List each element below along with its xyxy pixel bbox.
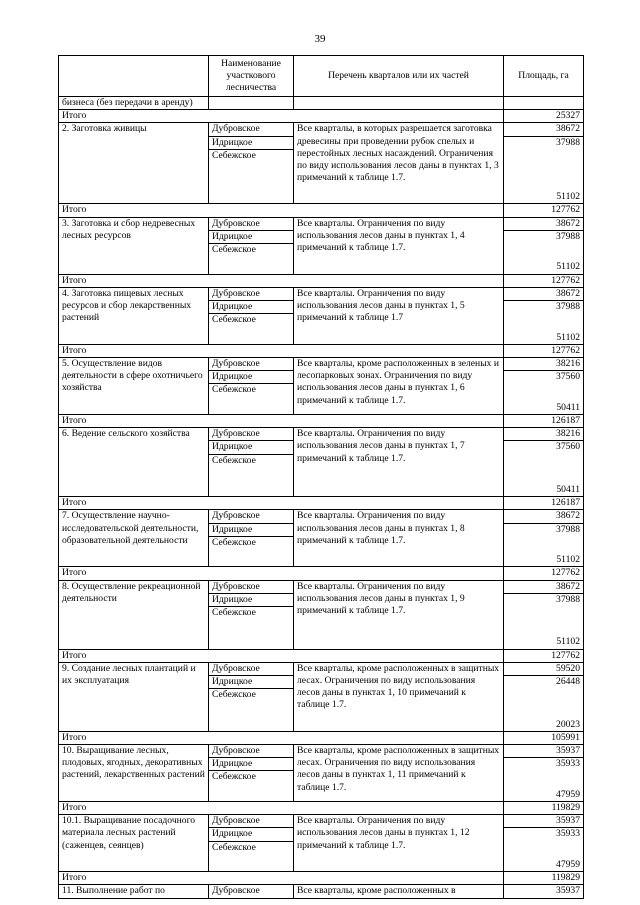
area-value: 37560 [504,370,583,383]
area-value: 37988 [504,523,583,536]
table-row [59,217,584,274]
area-value: 37988 [504,136,583,149]
total-value: 127762 [504,567,584,580]
forestry-cell [209,287,294,344]
total-value: 126187 [504,415,584,428]
total-row [59,110,584,123]
area-value: 51102 [556,636,580,648]
forestry-name: Себежское [209,841,293,854]
total-label: Итого [59,274,504,287]
header-activity [59,56,209,97]
forestry-name: Дубровское [212,287,260,299]
area-value: 38672 [556,287,580,299]
area-value: 37988 [504,300,583,313]
total-row [59,731,584,744]
forestry-name: Идрицкое [209,675,293,688]
forestry-name: Идрицкое [209,523,293,536]
total-value: 127762 [504,274,584,287]
forestry-cell [209,428,294,497]
table-row [59,510,584,567]
area-value: 37560 [504,440,583,453]
area-cell [504,580,584,649]
quarters-description: Все кварталы. Ограничения по виду использования лесов даны в пунктах 1, 4 примечаний к таблице 1.7. [294,217,504,274]
forestry-name: Идрицкое [209,300,293,313]
forestry-name: Дубровское [212,217,260,229]
quarters-description: Все кварталы, кроме расположенных в [294,885,504,898]
total-row [59,274,584,287]
forestry-name: Идрицкое [209,827,293,840]
forestry-name: Себежское [209,688,293,701]
area-value: 20023 [556,718,580,730]
area-value: 47959 [556,859,580,871]
total-row [59,649,584,662]
forestry-cell [209,510,294,567]
area-value: 51102 [556,331,580,343]
area-value: 37988 [504,230,583,243]
total-row [59,872,584,885]
total-label: Итого [59,731,504,744]
quarters-description: Все кварталы. Ограничения по виду использования лесов даны в пунктах 1, 9 примечаний к таблице 1.7. [294,580,504,649]
total-label: Итого [59,204,504,217]
total-row [59,567,584,580]
forestry-cell [209,815,294,872]
total-label: Итого [59,802,504,815]
area-cell [504,287,584,344]
activity-cell: 6. Ведение сельского хозяйства [59,428,209,497]
forestry-cell [209,580,294,649]
area-value: 59520 [556,662,580,674]
quarters-description: Все кварталы. Ограничения по виду использования лесов даны в пунктах 1, 8 примечаний к таблице 1.7. [294,510,504,567]
top-continuation-row [59,97,584,110]
activity-cell: 2. Заготовка живицы [59,123,209,204]
forest-use-table [58,55,584,899]
area-value: 35933 [504,757,583,770]
total-value: 105991 [504,731,584,744]
area-value: 38672 [556,510,580,522]
forestry-name: Идрицкое [209,136,293,149]
forestry-name: Идрицкое [209,440,293,453]
activity-cell: 10. Выращивание лесных, плодовых, ягодных, декоративных растений, лекарственных растений [59,745,209,802]
quarters-description: Все кварталы. Ограничения по виду использования лесов даны в пунктах 1, 5 примечаний к таблице 1.7 [294,287,504,344]
forestry-name: Дубровское [212,580,260,592]
total-row [59,344,584,357]
total-label: Итого [59,567,504,580]
header-row [59,56,584,97]
table-body [59,97,584,899]
forestry-cell [209,662,294,731]
quarters-description: Все кварталы, кроме расположенных в защитных лесах. Ограничения по виду использования лесов даны в пунктах 1, 10 примечаний к таблице 1.7. [294,662,504,731]
area-value: 38672 [556,123,580,135]
area-value: 26448 [504,675,583,688]
total-label: Итого [59,344,504,357]
area-value: 47959 [556,788,580,800]
table-row [59,815,584,872]
forestry-name: Дубровское [212,662,260,674]
forestry-name: Идрицкое [209,230,293,243]
forestry-name: Дубровское [212,815,260,827]
forestry-name: Себежское [209,536,293,549]
area-value: 51102 [556,191,580,203]
forestry-name: Себежское [209,313,293,326]
forestry-cell [209,123,294,204]
area-value: 38216 [556,428,580,440]
area-value: 38672 [556,217,580,229]
forestry-name: Себежское [209,243,293,256]
total-label: Итого [59,649,504,662]
forestry-name: Себежское [209,383,293,396]
forestry-cell [209,217,294,274]
total-value: 126187 [504,497,584,510]
total-label: Итого [59,415,504,428]
area-value: 35937 [556,745,580,757]
table-row [59,358,584,415]
area-value: 51102 [556,554,580,566]
activity-cell: 10.1. Выращивание посадочного материала лесных растений (саженцев, сеянцев) [59,815,209,872]
table-row [59,885,584,898]
total-value: 119829 [504,872,584,885]
forestry-name: Дубровское [212,428,260,440]
total-row [59,497,584,510]
area-value: 50411 [556,484,580,496]
forestry-name: Идрицкое [209,593,293,606]
area-value: 51102 [556,261,580,273]
total-value: 127762 [504,344,584,357]
table-row [59,745,584,802]
area-cell [504,815,584,872]
forestry-name: Себежское [209,454,293,467]
activity-cell: 4. Заготовка пищевых лесных ресурсов и сбор лекарственных растений [59,287,209,344]
total-value: 127762 [504,649,584,662]
area-cell [504,510,584,567]
forestry-name: Дубровское [212,745,260,757]
quarters-description: Все кварталы, кроме расположенных в защитных лесах. Ограничения по виду использования лесов даны в пунктах 1, 11 примечаний к таблице 1.7. [294,745,504,802]
area-cell [504,358,584,415]
forestry-name: Дубровское [209,885,294,898]
table-row [59,662,584,731]
page-number: 39 [314,33,326,45]
quarters-description: Все кварталы, кроме расположенных в зеленых и лесопарковых зонах. Ограничения по виду использования лесов даны в пунктах 1, 6 примечаний к таблице 1.7. [294,358,504,415]
area-value: 35937 [556,815,580,827]
area-cell [504,123,584,204]
activity-cell: 7. Осуществление научно-исследовательской деятельности, образовательной деятельности [59,510,209,567]
forestry-name: Дубровское [212,358,260,370]
table-row [59,580,584,649]
total-value: 127762 [504,204,584,217]
area-cell [504,217,584,274]
total-row [59,204,584,217]
quarters-description: Все кварталы, в которых разрешается заготовка древесины при проведении рубок спелых и перестойных лесных насаждений. Ограничения по виду использования лесов даны в пунктах 1, 3 примечаний к таблице 1.7. [294,123,504,204]
forestry-name: Дубровское [212,510,260,522]
total-row [59,802,584,815]
forestry-name: Идрицкое [209,370,293,383]
total-value: 25327 [504,110,584,123]
forestry-name: Себежское [209,149,293,162]
table-row [59,123,584,204]
forestry-name: Себежское [209,606,293,619]
forestry-name: Себежское [209,770,293,783]
activity-cell: 5. Осуществление видов деятельности в сфере охотничьего хозяйства [59,358,209,415]
area-value: 35937 [504,885,584,898]
area-value: 37988 [504,593,583,606]
total-value: 119829 [504,802,584,815]
area-value: 35933 [504,827,583,840]
total-label: Итого [59,872,504,885]
total-label: Итого [59,110,504,123]
area-value: 38672 [556,580,580,592]
header-forestry: Наименование участкового лесничества [209,56,294,97]
forestry-name: Дубровское [212,123,260,135]
area-value: 38216 [556,358,580,370]
header-quarters: Перечень кварталов или их частей [294,56,504,97]
activity-cell: 3. Заготовка и сбор недревесных лесных ресурсов [59,217,209,274]
quarters-description: Все кварталы. Ограничения по виду использования лесов даны в пунктах 1, 12 примечаний к таблице 1.7. [294,815,504,872]
area-cell [504,428,584,497]
total-label: Итого [59,497,504,510]
forestry-cell [209,358,294,415]
continuation-text: бизнеса (без передачи в аренду) [59,97,209,110]
area-cell [504,662,584,731]
area-cell [504,745,584,802]
header-area: Площадь, га [504,56,584,97]
quarters-description: Все кварталы. Ограничения по виду использования лесов даны в пунктах 1, 7 примечаний к таблице 1.7. [294,428,504,497]
table-row [59,287,584,344]
forestry-cell [209,745,294,802]
total-row [59,415,584,428]
forestry-name: Идрицкое [209,757,293,770]
table-row [59,428,584,497]
area-value: 50411 [556,401,580,413]
activity-cell: 11. Выполнение работ по [59,885,209,898]
activity-cell: 8. Осуществление рекреационной деятельности [59,580,209,649]
activity-cell: 9. Создание лесных плантаций и их эксплуатация [59,662,209,731]
